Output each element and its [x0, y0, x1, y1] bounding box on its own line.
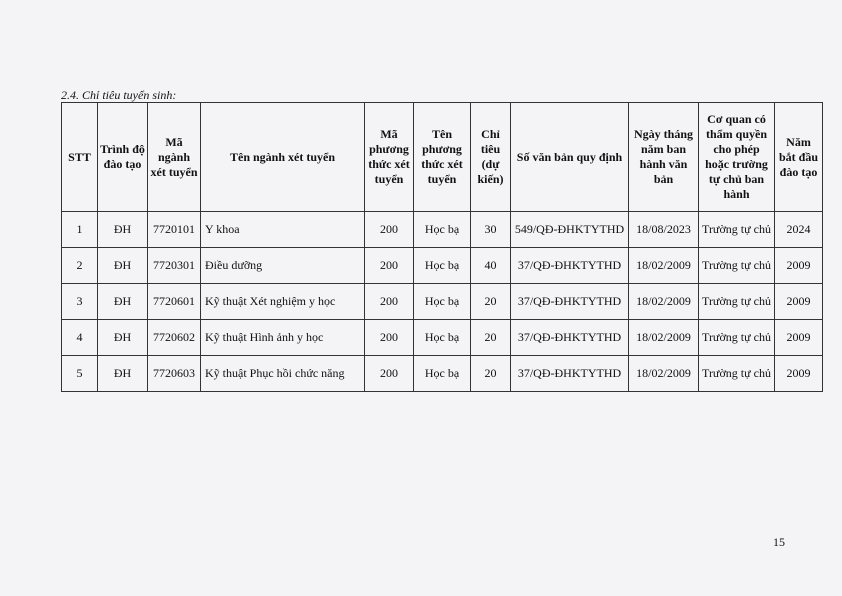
cell-authority: Trường tự chủ [699, 356, 775, 392]
table-row [62, 284, 823, 320]
cell-level: ĐH [98, 248, 148, 284]
cell-authority: Trường tự chủ [699, 212, 775, 248]
cell-major-code: 7720101 [148, 212, 201, 248]
cell-major-name: Kỹ thuật Xét nghiệm y học [201, 284, 365, 320]
table-row [62, 320, 823, 356]
header-major-code: Mã ngành xét tuyển [148, 103, 201, 212]
cell-major-name: Kỹ thuật Hình ảnh y học [201, 320, 365, 356]
header-major-name: Tên ngành xét tuyển [201, 103, 365, 212]
cell-method-code: 200 [365, 284, 414, 320]
cell-major-code: 7720603 [148, 356, 201, 392]
header-authority: Cơ quan có thẩm quyền cho phép hoặc trường tự chủ ban hành [699, 103, 775, 212]
cell-decision-number: 37/QĐ-ĐHKTYTHD [511, 284, 629, 320]
cell-start-year: 2024 [775, 212, 823, 248]
admission-quota-table [61, 102, 823, 392]
header-issue-date: Ngày tháng năm ban hành văn bản [629, 103, 699, 212]
page-number: 15 [773, 535, 785, 549]
cell-quota: 20 [471, 356, 511, 392]
cell-major-name: Kỹ thuật Phục hồi chức năng [201, 356, 365, 392]
cell-quota: 40 [471, 248, 511, 284]
cell-level: ĐH [98, 212, 148, 248]
cell-quota: 30 [471, 212, 511, 248]
cell-decision-number: 549/QĐ-ĐHKTYTHD [511, 212, 629, 248]
cell-stt: 4 [62, 320, 98, 356]
header-method-name: Tên phương thức xét tuyển [414, 103, 471, 212]
cell-major-code: 7720602 [148, 320, 201, 356]
cell-method-code: 200 [365, 248, 414, 284]
cell-level: ĐH [98, 320, 148, 356]
cell-issue-date: 18/02/2009 [629, 356, 699, 392]
cell-method-code: 200 [365, 320, 414, 356]
cell-issue-date: 18/08/2023 [629, 212, 699, 248]
table-row [62, 356, 823, 392]
cell-start-year: 2009 [775, 284, 823, 320]
header-stt: STT [62, 103, 98, 212]
cell-method-name: Học bạ [414, 284, 471, 320]
cell-method-code: 200 [365, 212, 414, 248]
header-start-year: Năm bắt đầu đào tạo [775, 103, 823, 212]
cell-stt: 3 [62, 284, 98, 320]
table-row [62, 212, 823, 248]
header-decision-number: Số văn bản quy định [511, 103, 629, 212]
cell-method-code: 200 [365, 356, 414, 392]
cell-stt: 5 [62, 356, 98, 392]
cell-issue-date: 18/02/2009 [629, 248, 699, 284]
cell-decision-number: 37/QĐ-ĐHKTYTHD [511, 248, 629, 284]
cell-quota: 20 [471, 320, 511, 356]
cell-method-name: Học bạ [414, 212, 471, 248]
cell-start-year: 2009 [775, 320, 823, 356]
cell-level: ĐH [98, 284, 148, 320]
cell-start-year: 2009 [775, 356, 823, 392]
cell-decision-number: 37/QĐ-ĐHKTYTHD [511, 356, 629, 392]
table-header-row [62, 103, 823, 212]
cell-authority: Trường tự chủ [699, 248, 775, 284]
cell-issue-date: 18/02/2009 [629, 284, 699, 320]
header-quota: Chỉ tiêu (dự kiến) [471, 103, 511, 212]
cell-decision-number: 37/QĐ-ĐHKTYTHD [511, 320, 629, 356]
cell-start-year: 2009 [775, 248, 823, 284]
header-method-code: Mã phương thức xét tuyển [365, 103, 414, 212]
cell-authority: Trường tự chủ [699, 320, 775, 356]
cell-method-name: Học bạ [414, 356, 471, 392]
header-level: Trình độ đào tạo [98, 103, 148, 212]
cell-major-name: Điều dưỡng [201, 248, 365, 284]
cell-authority: Trường tự chủ [699, 284, 775, 320]
cell-issue-date: 18/02/2009 [629, 320, 699, 356]
cell-stt: 2 [62, 248, 98, 284]
section-title: 2.4. Chỉ tiêu tuyển sinh: [61, 88, 177, 102]
cell-level: ĐH [98, 356, 148, 392]
cell-method-name: Học bạ [414, 248, 471, 284]
table-row [62, 248, 823, 284]
cell-major-code: 7720601 [148, 284, 201, 320]
cell-major-code: 7720301 [148, 248, 201, 284]
cell-major-name: Y khoa [201, 212, 365, 248]
cell-stt: 1 [62, 212, 98, 248]
cell-quota: 20 [471, 284, 511, 320]
cell-method-name: Học bạ [414, 320, 471, 356]
